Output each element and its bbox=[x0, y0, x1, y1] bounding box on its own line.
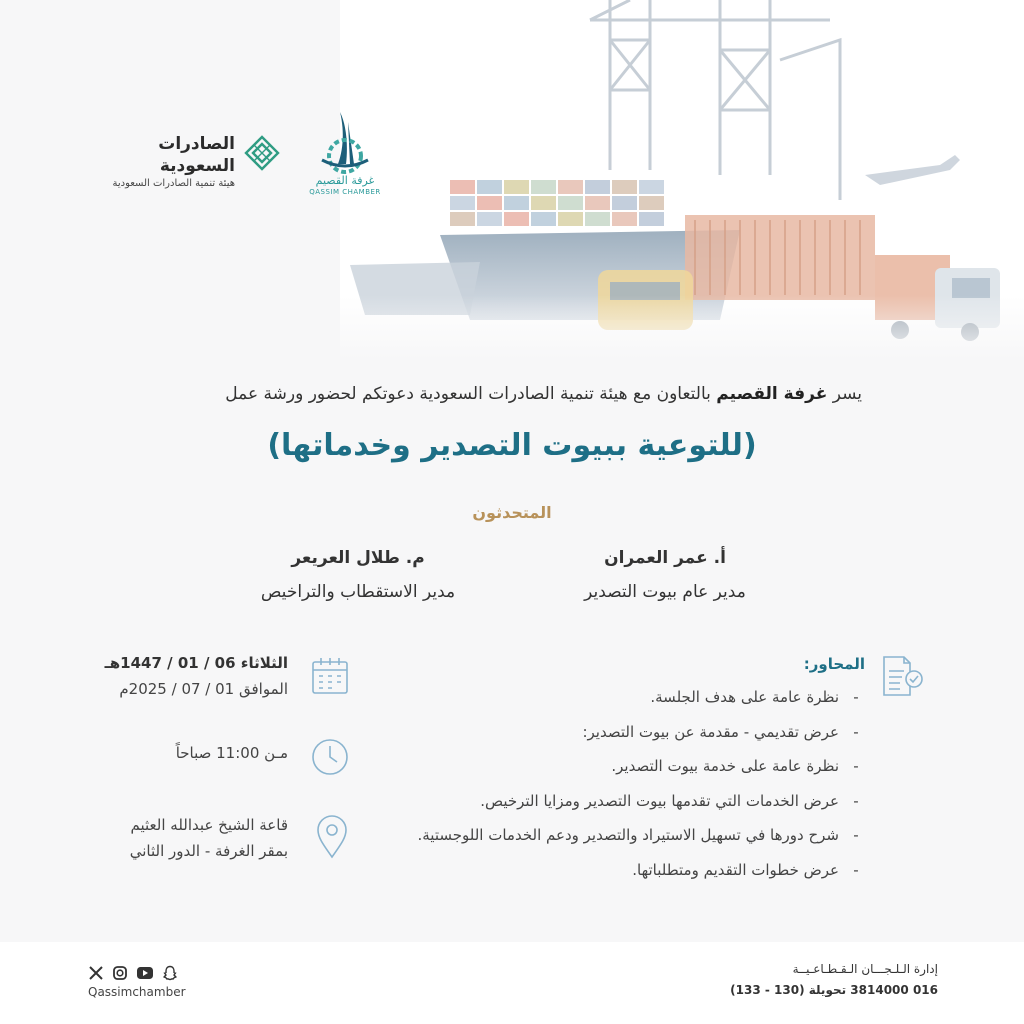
event-date bbox=[100, 650, 288, 702]
exports-logo-title: الصادرات السعودية bbox=[158, 134, 235, 176]
topics-list bbox=[330, 688, 865, 895]
chamber-emblem-icon bbox=[300, 108, 390, 174]
list-item: -نظرة عامة على هدف الجلسة. bbox=[650, 688, 859, 706]
speaker-2 bbox=[238, 548, 478, 602]
exports-logo-subtitle: هيئة تنمية الصادرات السعودية bbox=[112, 178, 235, 189]
list-item: -عرض خطوات التقديم ومتطلباتها. bbox=[632, 860, 859, 879]
intro-org: غرفة القصيم bbox=[716, 384, 828, 404]
footer-phone: 016 3814000 تحويلة (130 - 133) bbox=[730, 983, 938, 997]
event-day: الثلاثاء 06 / 01 / 1447هـ bbox=[104, 654, 288, 672]
intro-prefix: يسر bbox=[832, 384, 862, 404]
calendar-icon bbox=[310, 656, 350, 696]
workshop-title: (للتوعية ببيوت التصدير وخدماتها) bbox=[267, 428, 757, 463]
speaker-name: أ. عمر العمران bbox=[604, 548, 726, 568]
venue-floor: بمقر الغرفة - الدور الثاني bbox=[129, 842, 288, 860]
topics-heading: المحاور: bbox=[803, 655, 865, 673]
speaker-role: مدير عام بيوت التصدير bbox=[584, 582, 746, 602]
qassim-chamber-logo bbox=[300, 108, 390, 200]
snapchat-icon[interactable] bbox=[162, 965, 178, 981]
speaker-role: مدير الاستقطاب والتراخيص bbox=[260, 582, 456, 602]
footer-department: إدارة الـلـجـــان الـقـطـاعـيــة bbox=[792, 962, 938, 976]
speaker-name: م. طلال العريعر bbox=[291, 548, 425, 568]
event-time: مـن 11:00 صباحاً bbox=[175, 744, 288, 762]
event-venue bbox=[90, 812, 288, 864]
list-item: -عرض تقديمي - مقدمة عن بيوت التصدير: bbox=[582, 722, 859, 741]
exports-emblem-icon bbox=[244, 135, 280, 171]
list-item: -شرح دورها في تسهيل الاستيراد والتصدير ودعم الخدمات اللوجستية. bbox=[417, 826, 859, 844]
saudi-exports-logo bbox=[95, 133, 280, 189]
intro-rest: بالتعاون مع هيئة تنمية الصادرات السعودية دعوتكم لحضور ورشة عمل bbox=[225, 384, 711, 404]
speakers-heading: المتحدثون bbox=[472, 503, 552, 522]
clock-icon bbox=[310, 737, 350, 777]
document-check-icon bbox=[880, 655, 924, 697]
list-item: -عرض الخدمات التي تقدمها بيوت التصدير ومزايا الترخيص. bbox=[480, 791, 859, 810]
youtube-icon[interactable] bbox=[136, 965, 154, 981]
instagram-icon[interactable] bbox=[112, 965, 128, 981]
speaker-1 bbox=[560, 548, 770, 602]
list-item: -نظرة عامة على خدمة بيوت التصدير. bbox=[611, 757, 859, 775]
port-scene-illustration bbox=[340, 0, 1024, 360]
invitation-intro bbox=[0, 384, 862, 404]
social-icons bbox=[88, 965, 183, 983]
venue-hall: قاعة الشيخ عبدالله العثيم bbox=[130, 816, 288, 834]
location-pin-icon bbox=[316, 815, 348, 859]
chamber-logo-arabic: غرفة القصيم bbox=[315, 174, 375, 187]
chamber-logo-english: QASSIM CHAMBER bbox=[309, 188, 381, 196]
social-handle[interactable]: Qassimchamber bbox=[88, 985, 186, 999]
event-gregorian-date: الموافق 01 / 07 / 2025م bbox=[119, 680, 288, 698]
x-icon[interactable] bbox=[88, 965, 104, 981]
